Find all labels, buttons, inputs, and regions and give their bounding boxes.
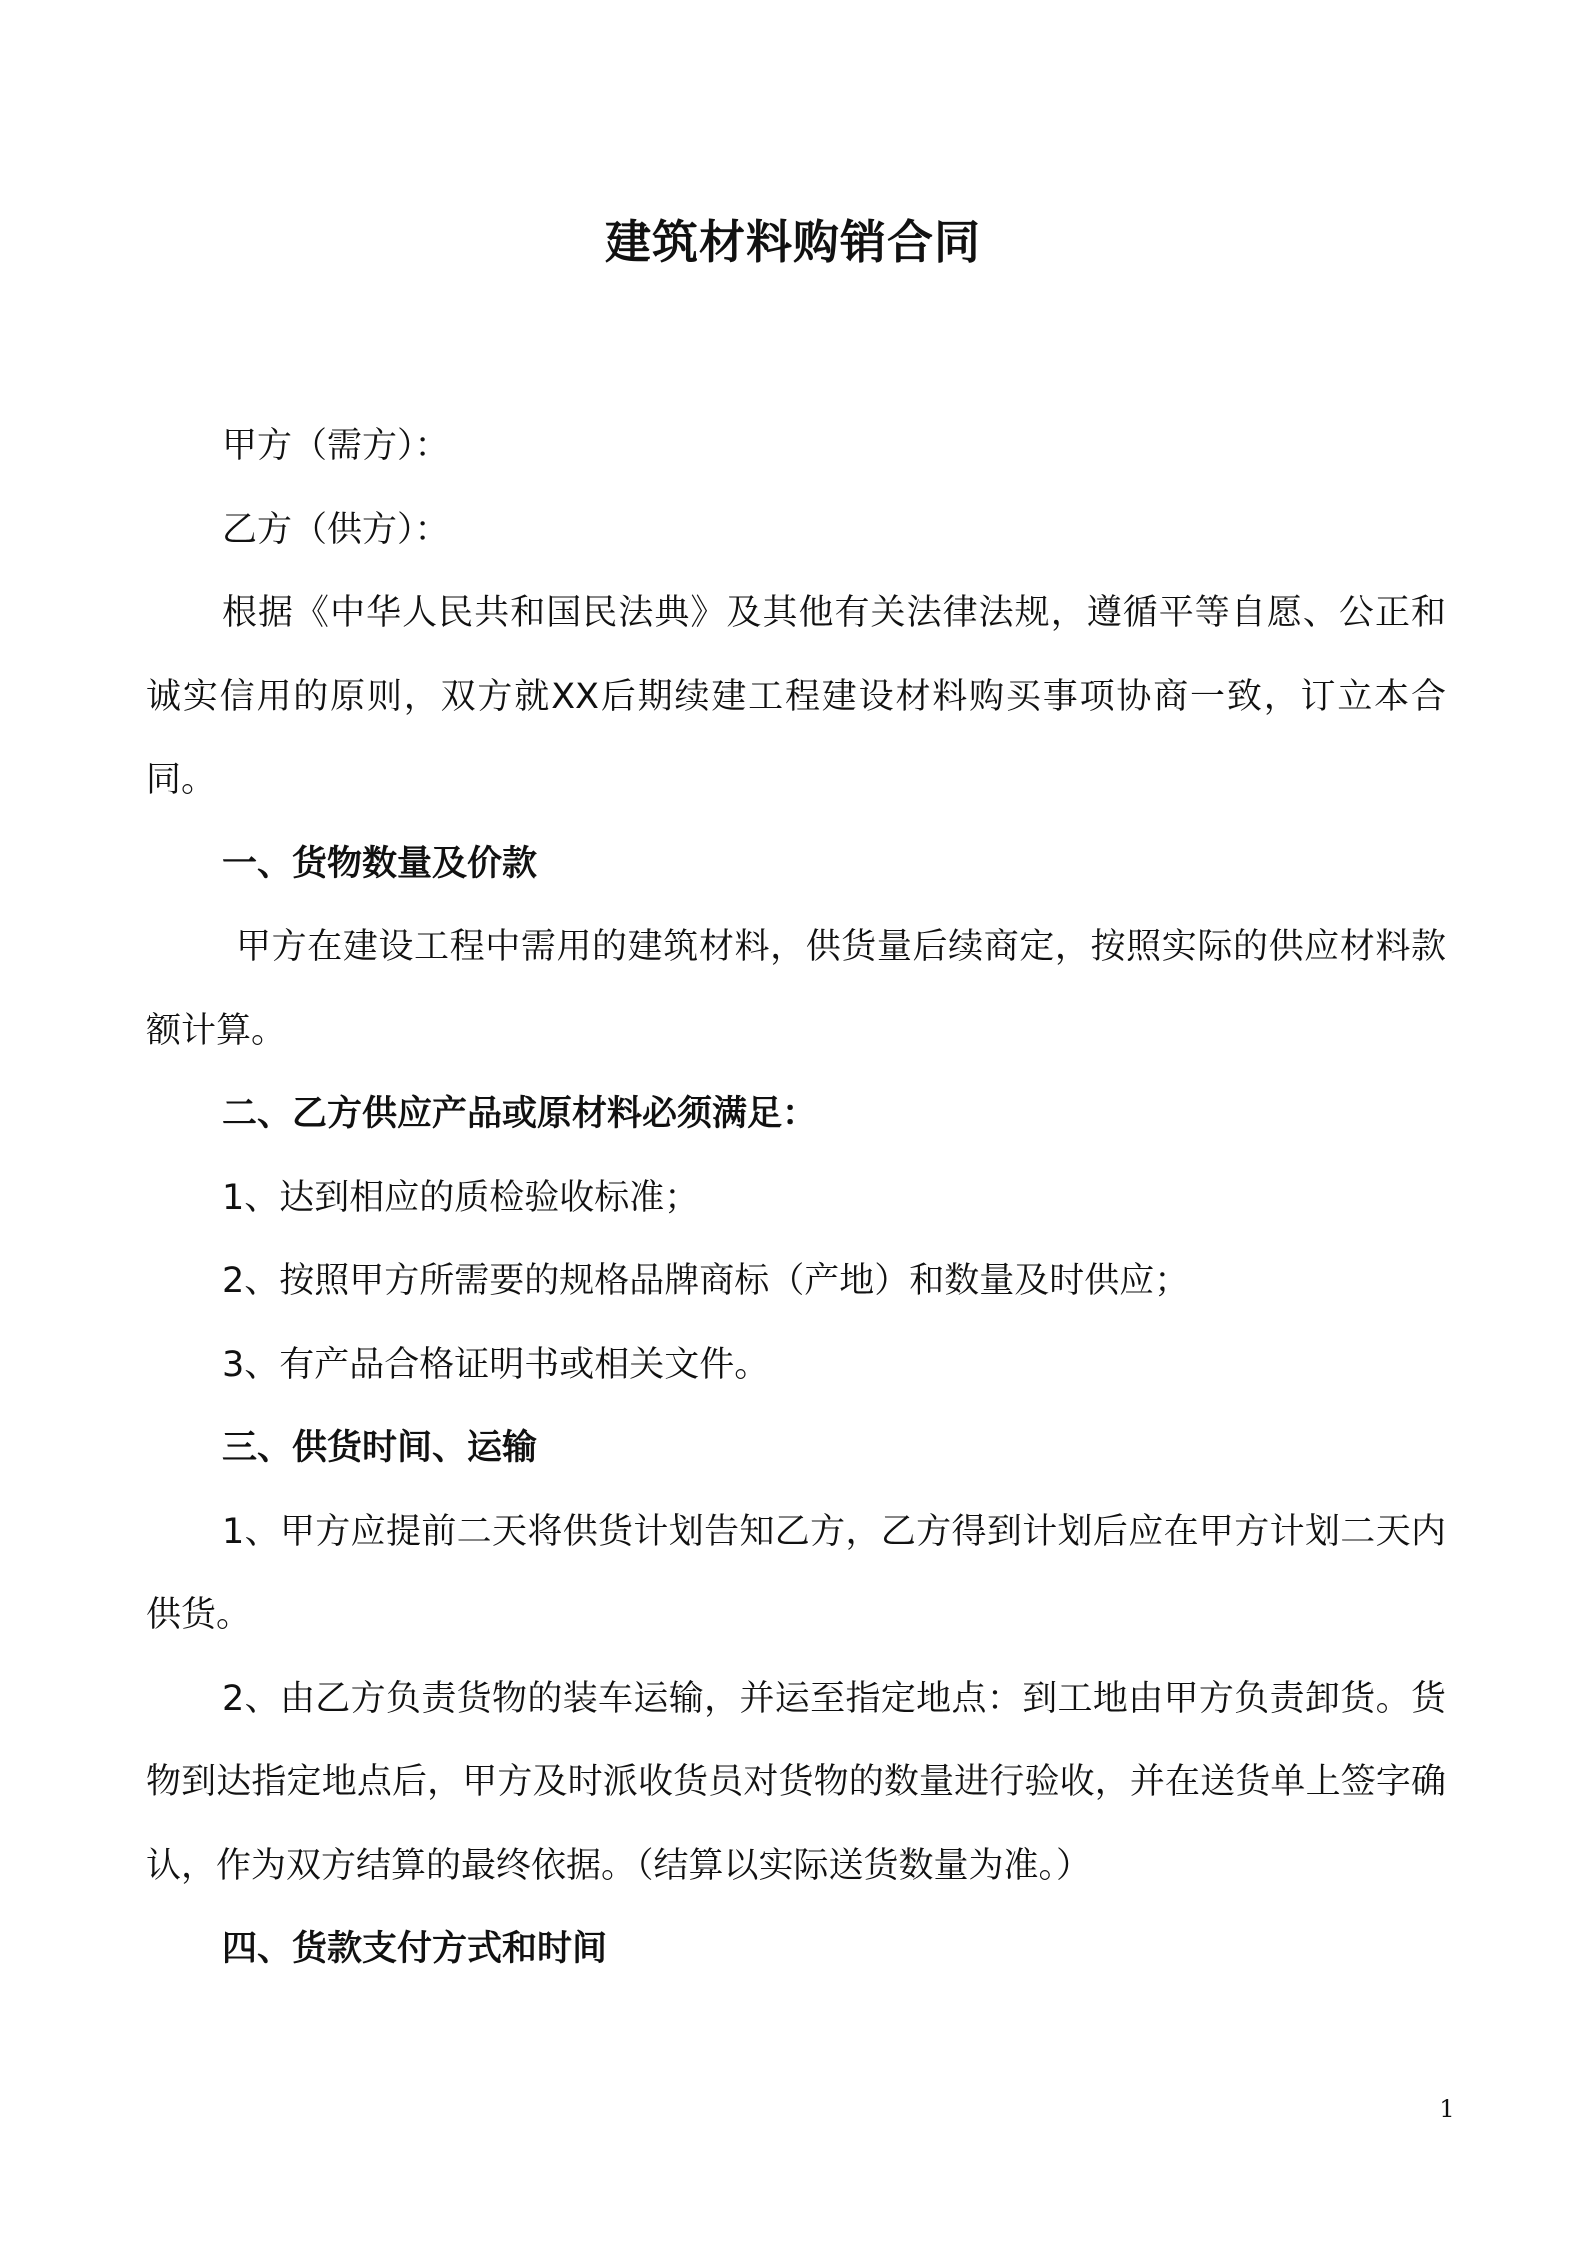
section-heading-3: 三、供货时间、运输 (222, 1428, 538, 1468)
section-1-paragraph-1: 甲方在建设工程中需用的建筑材料，供货量后续商定，按照实际的供应材料款额计算。 (146, 927, 1446, 1051)
contract-body (146, 405, 1446, 1992)
section-2-item-2: 2、按照甲方所需要的规格品牌商标（产地）和数量及时供应； (222, 1261, 1190, 1301)
section-2-item-1: 1、达到相应的质检验收标准； (222, 1177, 700, 1218)
section-3-item-1: 1、甲方应提前二天将供货计划告知乙方，乙方得到计划后应在甲方计划二天内供货。 (146, 1511, 1446, 1635)
section-heading-2: 二、乙方供应产品或原材料必须满足： (222, 1094, 818, 1134)
section-2-item-3: 3、有产品合格证明书或相关文件。 (222, 1344, 770, 1385)
contract-title: 建筑材料购销合同 (605, 215, 981, 269)
party-b-line: 乙方（供方）： (222, 509, 450, 550)
section-heading-4: 四、货款支付方式和时间 (222, 1929, 608, 1969)
section-heading-1: 一、货物数量及价款 (222, 843, 538, 884)
section-3-item-2: 2、由乙方负责货物的装车运输，并运至指定地点：到工地由甲方负责卸货。货物到达指定地点后，甲方及时派收货员对货物的数量进行验收，并在送货单上签字确认，作为双方结算的最终依据。（结算以实际送货数量为准。） (146, 1678, 1446, 1886)
page-number: 1 (1439, 2095, 1455, 2123)
party-a-line: 甲方（需方）： (222, 426, 450, 466)
preamble-paragraph: 根据《中华人民共和国民法典》及其他有关法律法规，遵循平等自愿、公正和诚实信用的原则，双方就XX后期续建工程建设材料购买事项协商一致，订立本合同。 (146, 593, 1446, 800)
